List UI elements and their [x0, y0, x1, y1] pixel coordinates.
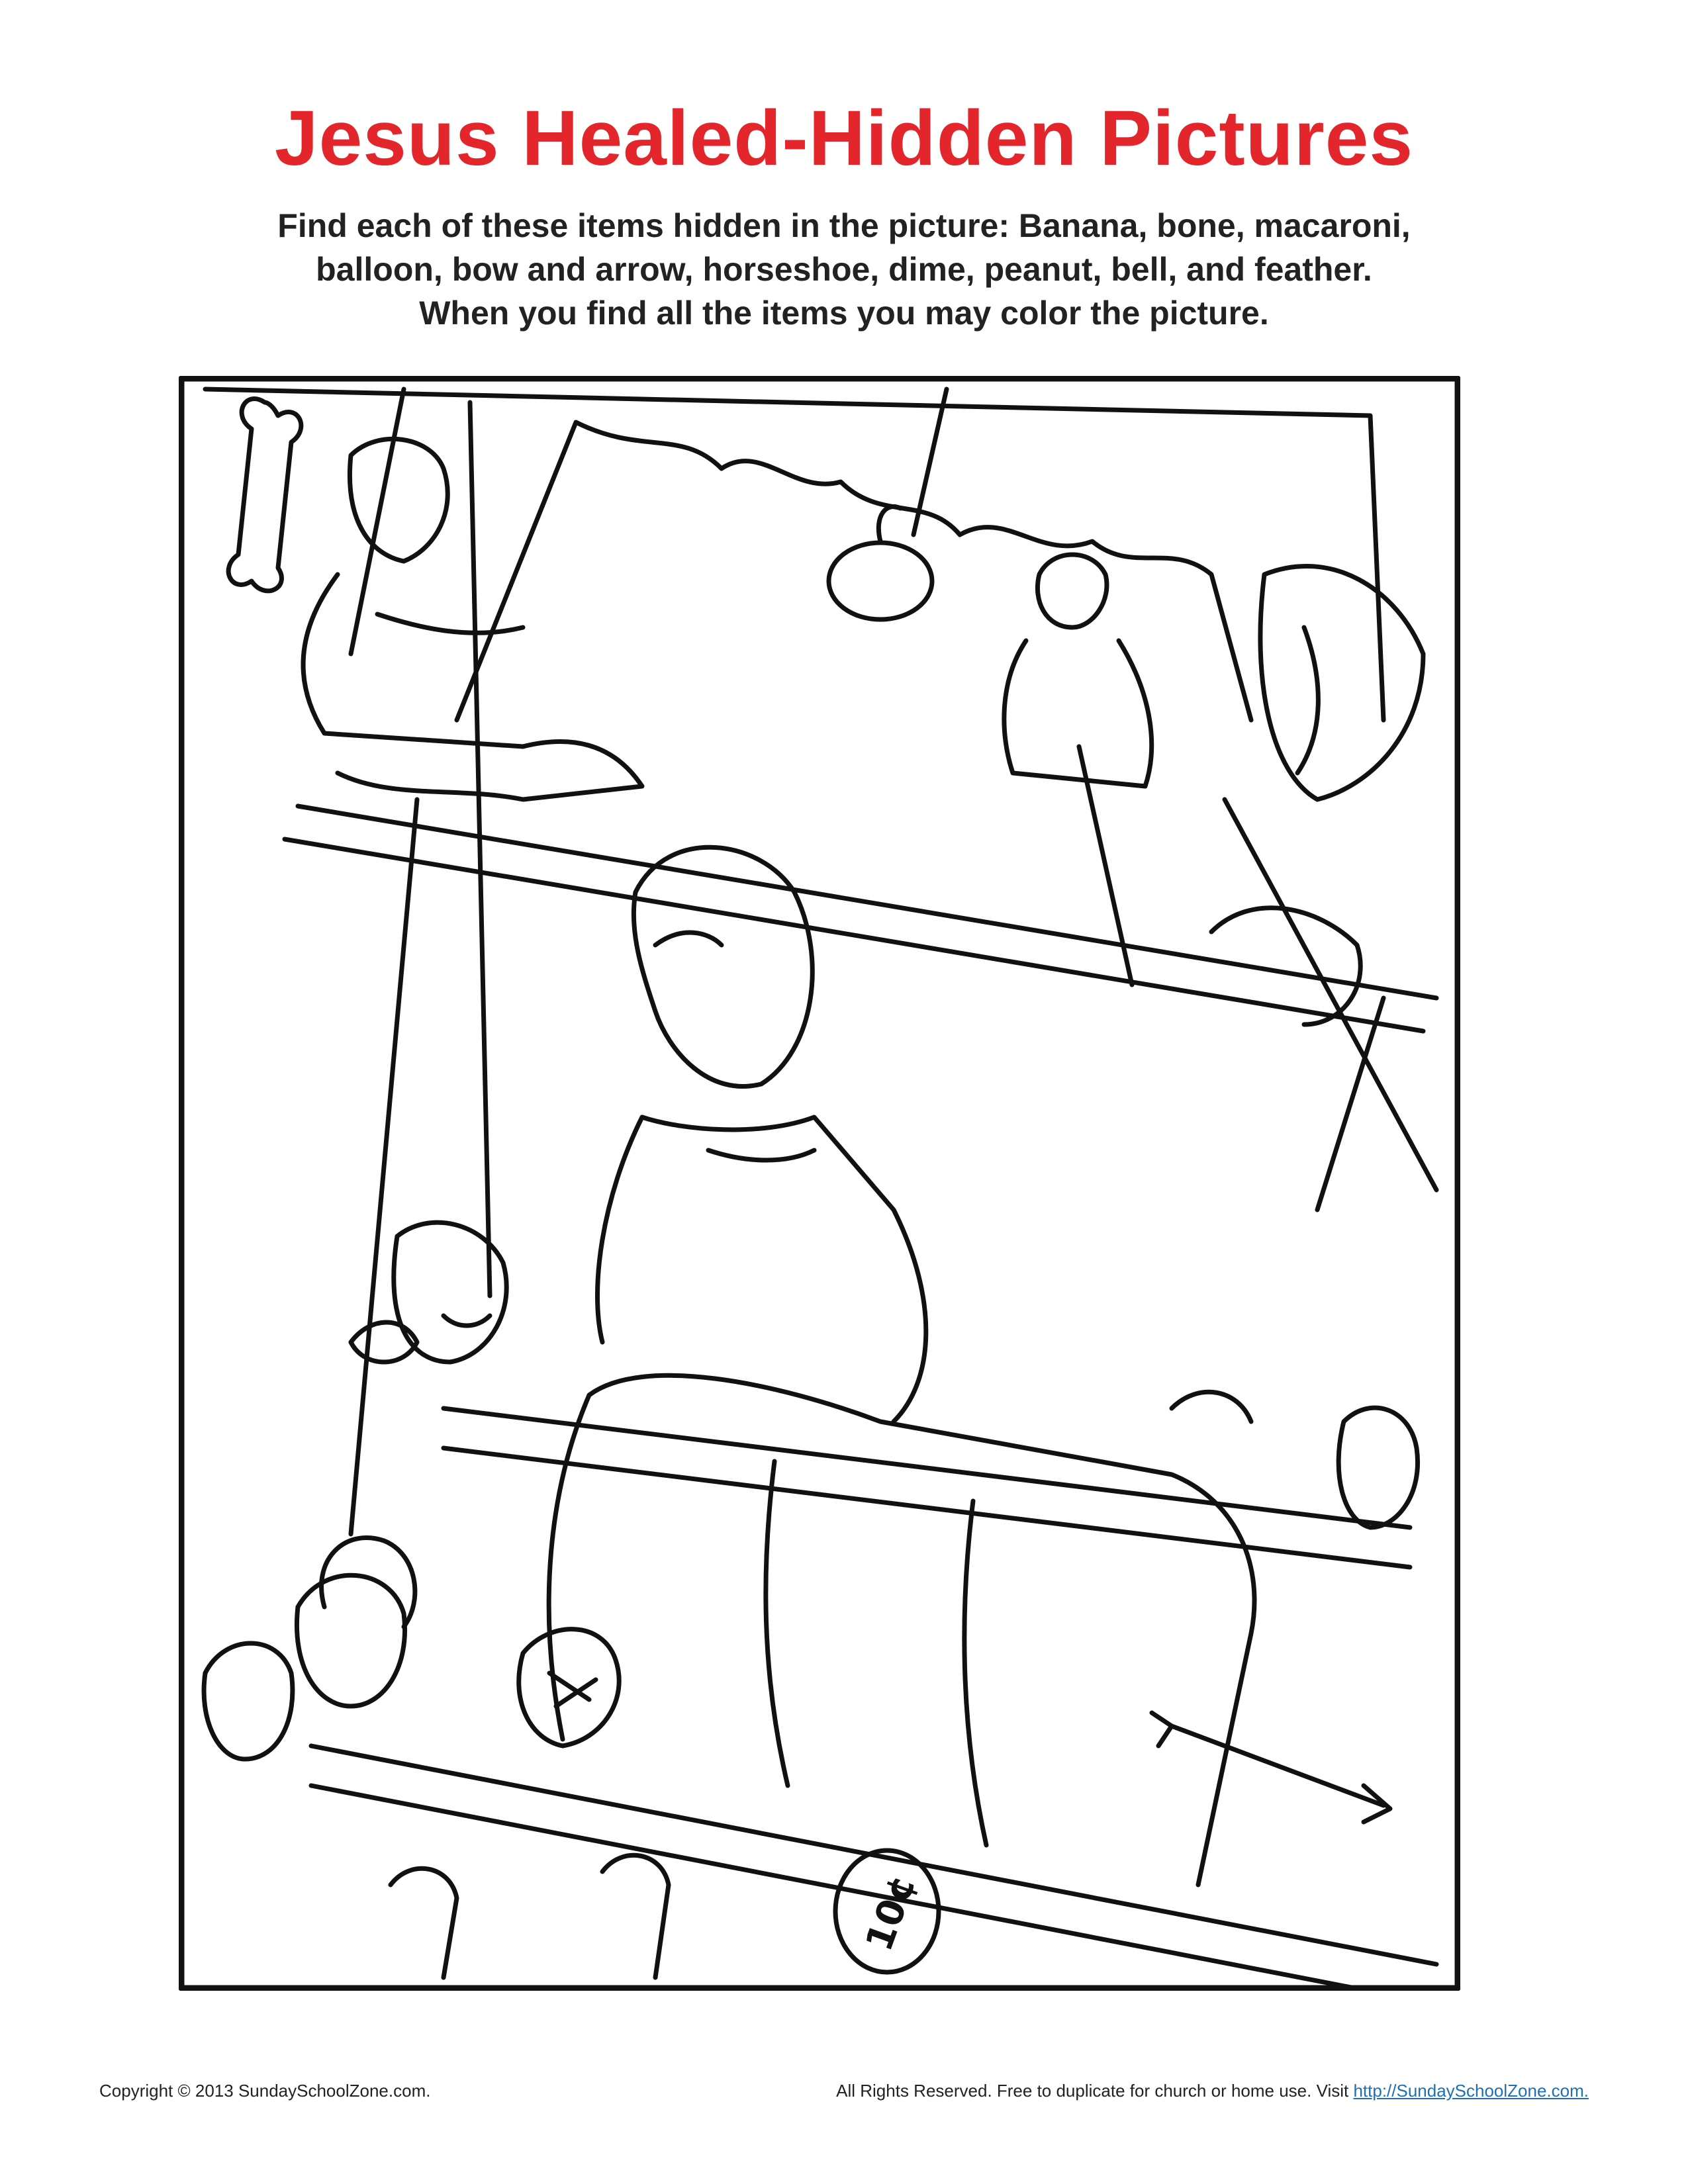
page-title: Jesus Healed-Hidden Pictures	[275, 95, 1413, 182]
macaroni-icon	[351, 1322, 417, 1362]
man-on-roof-right	[1004, 555, 1152, 985]
instructions-line-1: Find each of these items hidden in the picture: Banana, bone, macaroni,	[277, 207, 1411, 244]
dime-label: 10¢	[857, 1869, 925, 1957]
bow-and-arrow-icon	[1152, 1713, 1390, 1822]
ceiling-opening	[205, 389, 1436, 1031]
banana-feather-cluster	[1211, 566, 1423, 1024]
crowd-right	[1172, 1392, 1418, 1527]
footer-copyright: Copyright © 2013 SundaySchoolZone.com.	[99, 2081, 431, 2101]
footer-rights	[836, 2082, 1589, 2099]
bone-icon	[228, 399, 301, 591]
dime-icon	[835, 1850, 939, 1972]
instructions-line-3: When you find all the items you may color the picture.	[419, 295, 1269, 332]
mat-bedroll	[549, 1375, 1254, 1885]
instructions-line-2: balloon, bow and arrow, horseshoe, dime, peanut, bell, and feather.	[316, 251, 1372, 288]
peanut-icon	[519, 1629, 619, 1746]
picture-frame	[181, 379, 1458, 1988]
horseshoe-icon	[322, 1538, 415, 1627]
jesus-figure	[598, 847, 926, 1422]
instructions	[132, 204, 1556, 335]
footer-rights-text: All Rights Reserved. Free to duplicate for church or home use. Visit	[836, 2081, 1354, 2101]
footer-site-link[interactable]: http://SundaySchoolZone.com.	[1353, 2081, 1589, 2101]
coloring-picture	[179, 376, 1460, 1991]
